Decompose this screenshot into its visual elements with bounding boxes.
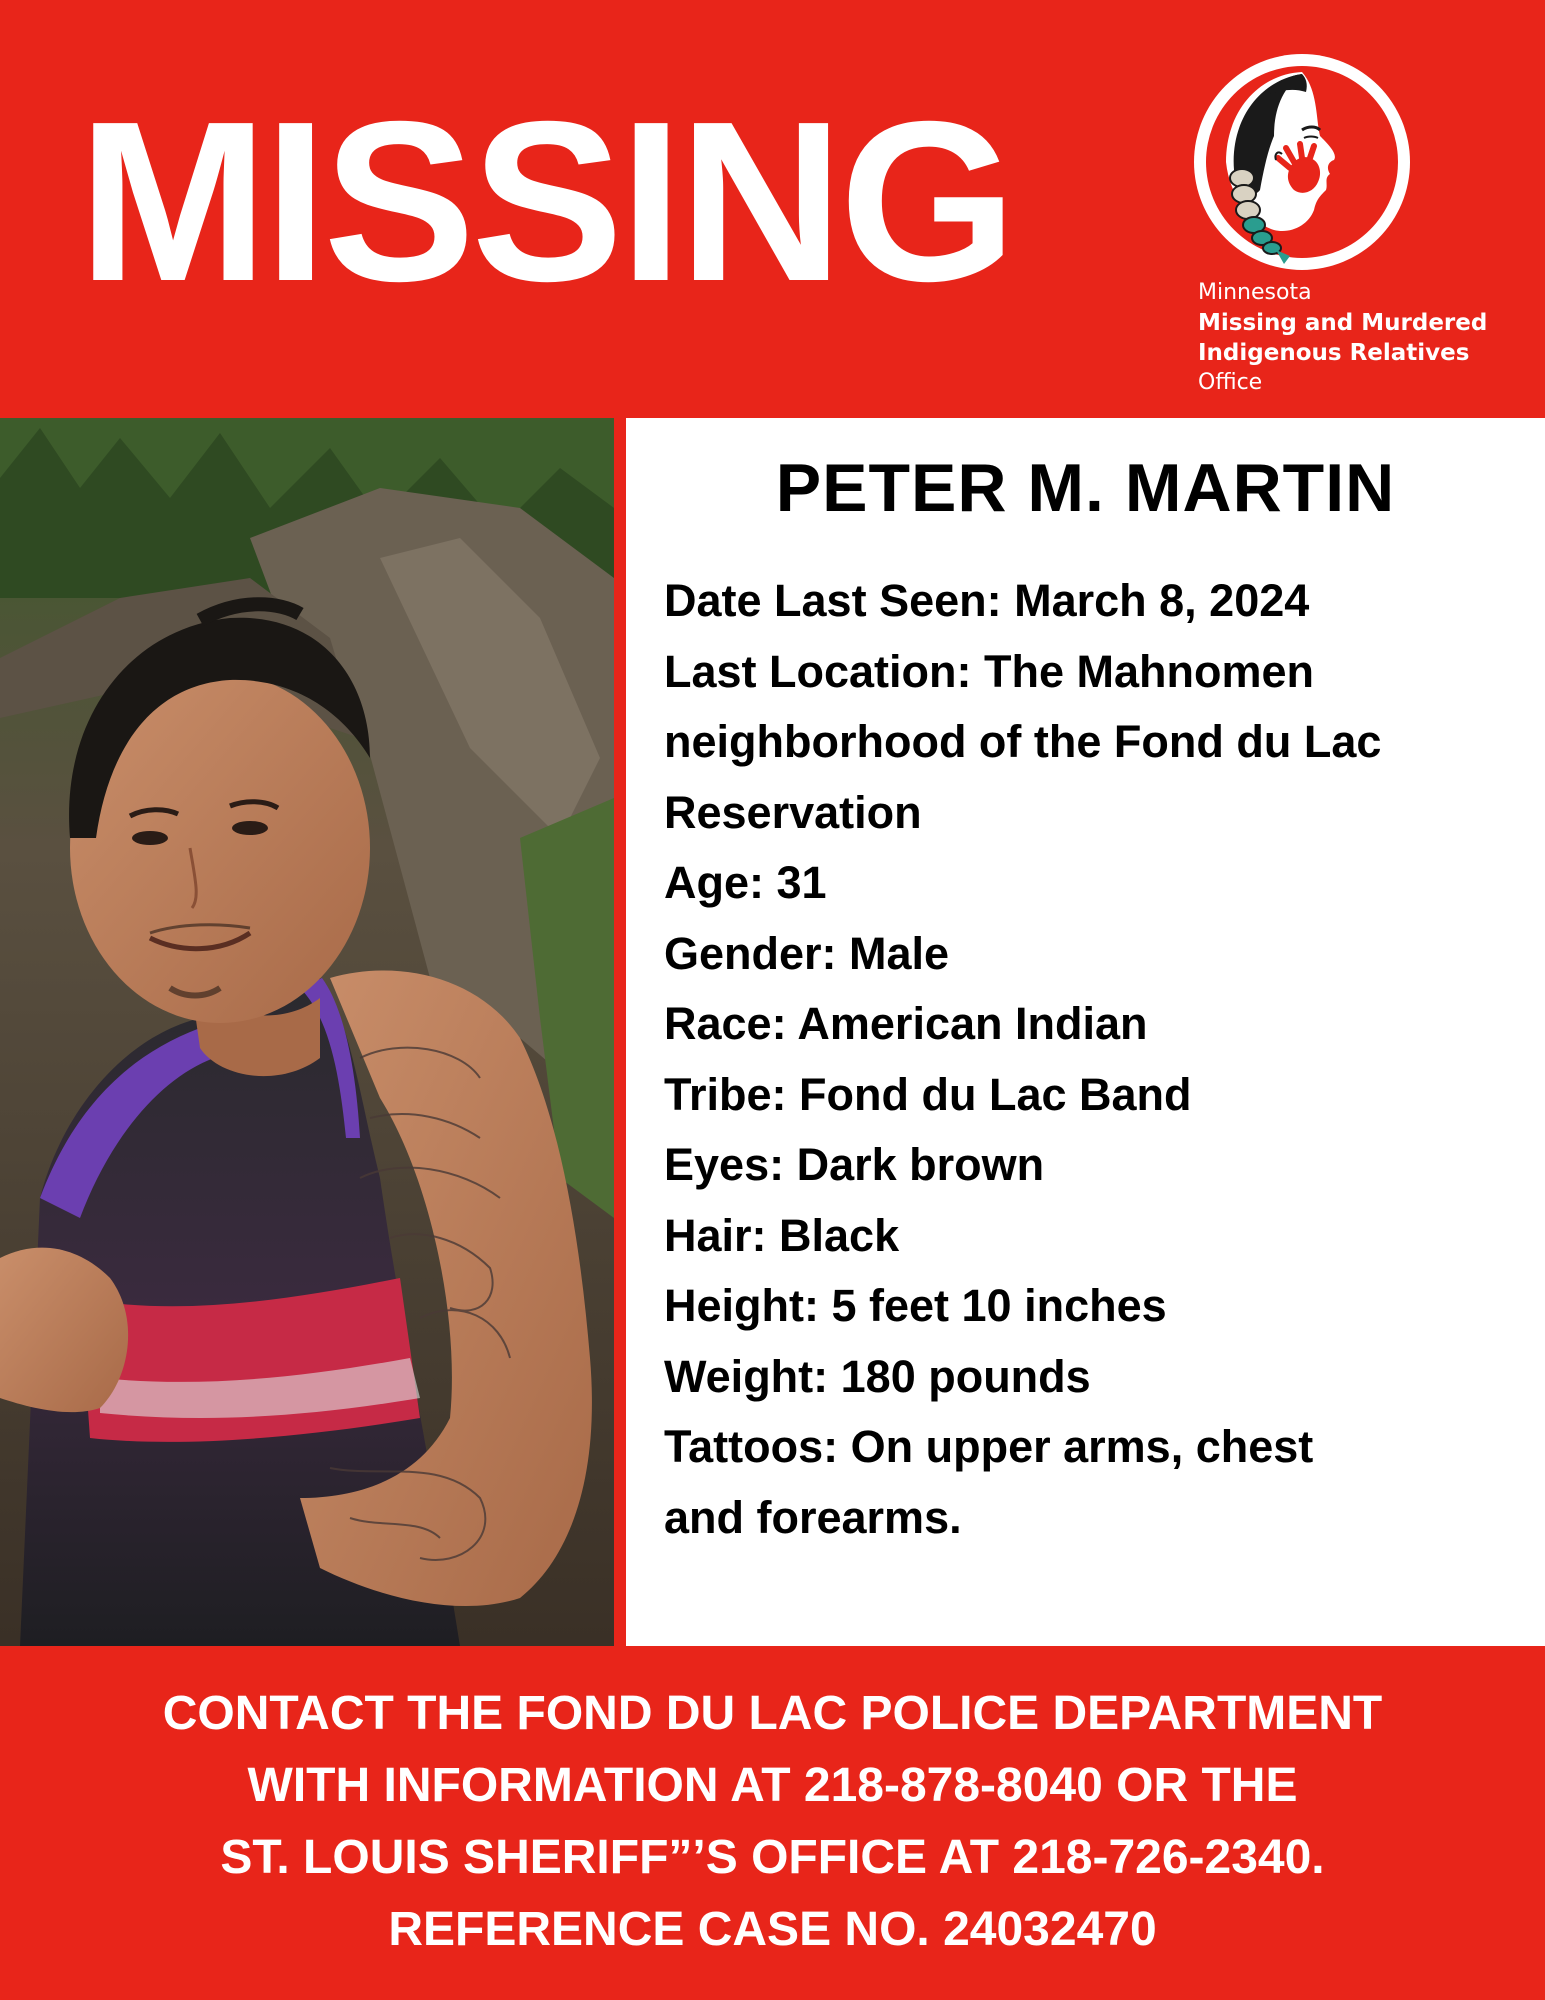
contact-info: [0, 1678, 1545, 1966]
header-banner: [0, 0, 1545, 418]
logo-line-2: Missing and Murdered: [1198, 310, 1488, 336]
logo-line-1: Minnesota: [1198, 280, 1312, 305]
mmir-office-name: [1198, 278, 1487, 398]
detail-line: Hair: Black: [664, 1209, 900, 1261]
detail-line: Eyes: Dark brown: [664, 1139, 1045, 1190]
person-name: PETER M. MARTIN: [775, 450, 1396, 526]
detail-line: Weight: 180 pounds: [664, 1350, 1091, 1402]
detail-line: Height: 5 feet 10 inches: [664, 1280, 1167, 1331]
footer-line: REFERENCE CASE NO. 24032470: [388, 1903, 1157, 1956]
photo-divider: [614, 418, 626, 1646]
missing-person-photo: [0, 418, 614, 1646]
detail-line: Last Location: The Mahnomen: [664, 645, 1315, 697]
footer-line: WITH INFORMATION AT 218-878-8040 OR THE: [247, 1759, 1298, 1812]
contact-footer: [0, 1646, 1545, 2000]
footer-line: CONTACT THE FOND DU LAC POLICE DEPARTMENT: [162, 1687, 1383, 1740]
person-details: [664, 566, 1524, 1553]
detail-line: Tattoos: On upper arms, chest: [664, 1421, 1314, 1472]
person-photo-illustration: [0, 418, 614, 1646]
detail-line: Race: American Indian: [664, 998, 1148, 1049]
detail-line: and forearms.: [664, 1491, 962, 1543]
logo-line-4: Office: [1198, 370, 1263, 395]
detail-line: Gender: Male: [664, 927, 950, 979]
person-info-panel: [626, 418, 1545, 1646]
detail-line: Reservation: [664, 786, 922, 838]
footer-line: ST. LOUIS SHERIFF”’S OFFICE AT 218-726-2340.: [220, 1831, 1325, 1884]
mmir-logo-icon: [1190, 50, 1415, 275]
logo-line-3: Indigenous Relatives: [1198, 340, 1470, 366]
mmir-logo: [1190, 50, 1415, 275]
detail-line: Age: 31: [664, 857, 827, 908]
detail-line: Date Last Seen: March 8, 2024: [664, 575, 1310, 626]
detail-line: Tribe: Fond du Lac Band: [664, 1068, 1192, 1120]
detail-line: neighborhood of the Fond du Lac: [664, 716, 1382, 767]
missing-title: MISSING: [78, 75, 1013, 329]
